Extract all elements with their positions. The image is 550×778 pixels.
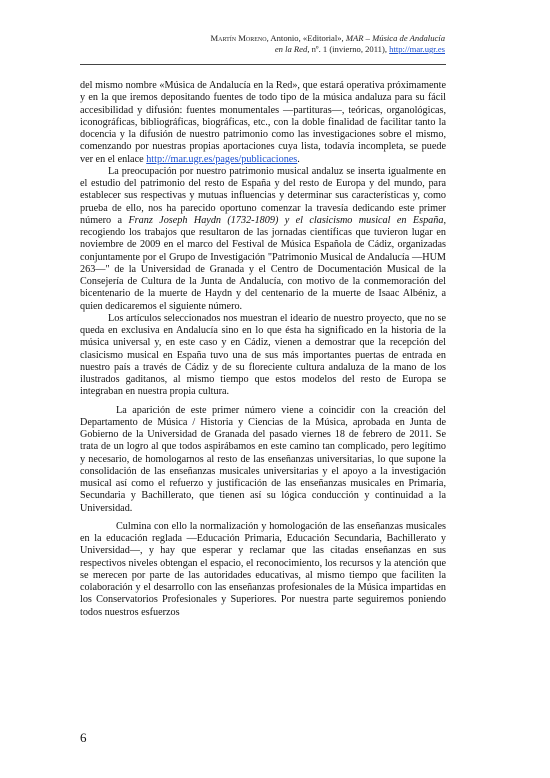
header-journal: MAR – Música de Andalucía en la Red bbox=[274, 33, 445, 54]
paragraph-4: La aparición de este primer número viene a coincidir con la creación del Departamento de Música / Historia y Ciencias de la Música, aprobada en Junta de Gobierno de la Universidad de Granada del pasado viernes 18 de febrero de 2011. Se trata de un logro al que todos aspirábamos en este camino tan complicado, pero legítimo y necesario, de homologarnos al resto de las enseñanzas universitarias, lo que supone la consolidación de las enseñanzas musicales universitarias y el apoyo a la investigación musical así como el refuerzo y justificación de las enseñanzas musicales en Primaria, Secundaria y Bachillerato, que tienen así su lógica conducción y continuidad a la Universidad. bbox=[80, 404, 446, 514]
paragraph-1-end: . bbox=[297, 153, 300, 165]
paragraph-1 bbox=[80, 80, 446, 166]
paragraph-3: Los artículos seleccionados nos muestran el ideario de nuestro proyecto, que no se queda en exclusiva en Andalucía sino en lo que ésta ha significado en la historia de la música universal y, en este caso y en Cádiz, vienen a demostrar que la recepción del clasicismo musical en España tuvo una de sus más importantes puertas de entrada en nuestro país a través de Cádiz y de su floreciente cultura andaluza de la mano de los ilustrados gaditanos, al mismo tiempo que estos modelos del resto de Europa se integraban en nuestra propia cultura. bbox=[80, 312, 446, 398]
header-rule bbox=[80, 64, 446, 65]
paragraph-2 bbox=[80, 166, 446, 313]
running-header bbox=[210, 33, 445, 55]
header-author: Martín Moreno bbox=[210, 33, 267, 43]
header-url-link[interactable]: http://mar.ugr.es bbox=[389, 44, 445, 54]
paragraph-2-text-a: La preocupación por nuestro patrimonio musical andaluz se inserta igualmente en el estudio del patrimonio del resto de España y del resto de Europa y del mundo, para establecer sus respectivas y mutuas influencias y determinar sus características y, como prueba de ello, nos ha parecido oportuno comenzar la travesía dedicando este primer número a bbox=[80, 165, 446, 226]
article-body bbox=[80, 80, 446, 619]
paragraph-1-text: del mismo nombre «Música de Andalucía en la Red», que estará operativa próximamente y en la que iremos depositando fuentes de todo tipo de la música andaluza para su fácil accesibilidad y difusión: fuentes monumentales —partituras—, teóricas, organológicas, iconográficas, bibliográficas, biográficas, etc., con la doble finalidad de facilitar tanto la docencia y la difusión de nuestro patrimonio como las investigaciones sobre el mismo, comenzando por nuestras propias aportaciones cuya lista, todavía incompleta, se puede ver en el enlace bbox=[80, 80, 446, 165]
header-citation: , Antonio, «Editorial», bbox=[266, 33, 346, 43]
haydn-issue-title: Franz Joseph Haydn (1732-1809) y el clasicismo musical en España bbox=[128, 214, 444, 226]
header-issue: , nº. 1 (invierno, 2011), bbox=[307, 44, 390, 54]
page-number: 6 bbox=[80, 730, 87, 745]
paragraph-5: Culmina con ello la normalización y homologación de las enseñanzas musicales en la educación reglada —Educación Primaria, Educación Secundaria, Bachillerato y Universidad—, y hay que esperar y reclamar que las citadas enseñanzas en sus respectivos niveles obtengan el espacio, el reconocimiento, los recursos y la atención que se merecen por parte de las autoridades educativas, al mismo tiempo que faciliten la colaboración y el desarrollo con las enseñanzas profesionales de la Música impartidas en los Conservatorios Profesionales y Superiores. Por nuestra parte seguiremos poniendo todos nuestros esfuerzos bbox=[80, 520, 446, 618]
publications-link[interactable]: http://mar.ugr.es/pages/publicaciones bbox=[146, 153, 298, 165]
paragraph-2-text-b: , recogiendo los trabajos que resultaron de las jornadas científicas que tuvieron lugar en noviembre de 2009 en el marco del Festival de Música Española de Cádiz, organizadas conjuntamente por el Grupo de Investigación "Patrimonio Musical de Andalucía —HUM 263—" de la Universidad de Granada y el Centro de Documentación Musical de la Consejería de Cultura de la Junta de Andalucía, con motivo de la conmemoración del bicentenario de la muerte de Haydn y del centenario de la muerte de Isaac Albéniz, a quien dedicaremos el siguiente número. bbox=[80, 214, 446, 312]
